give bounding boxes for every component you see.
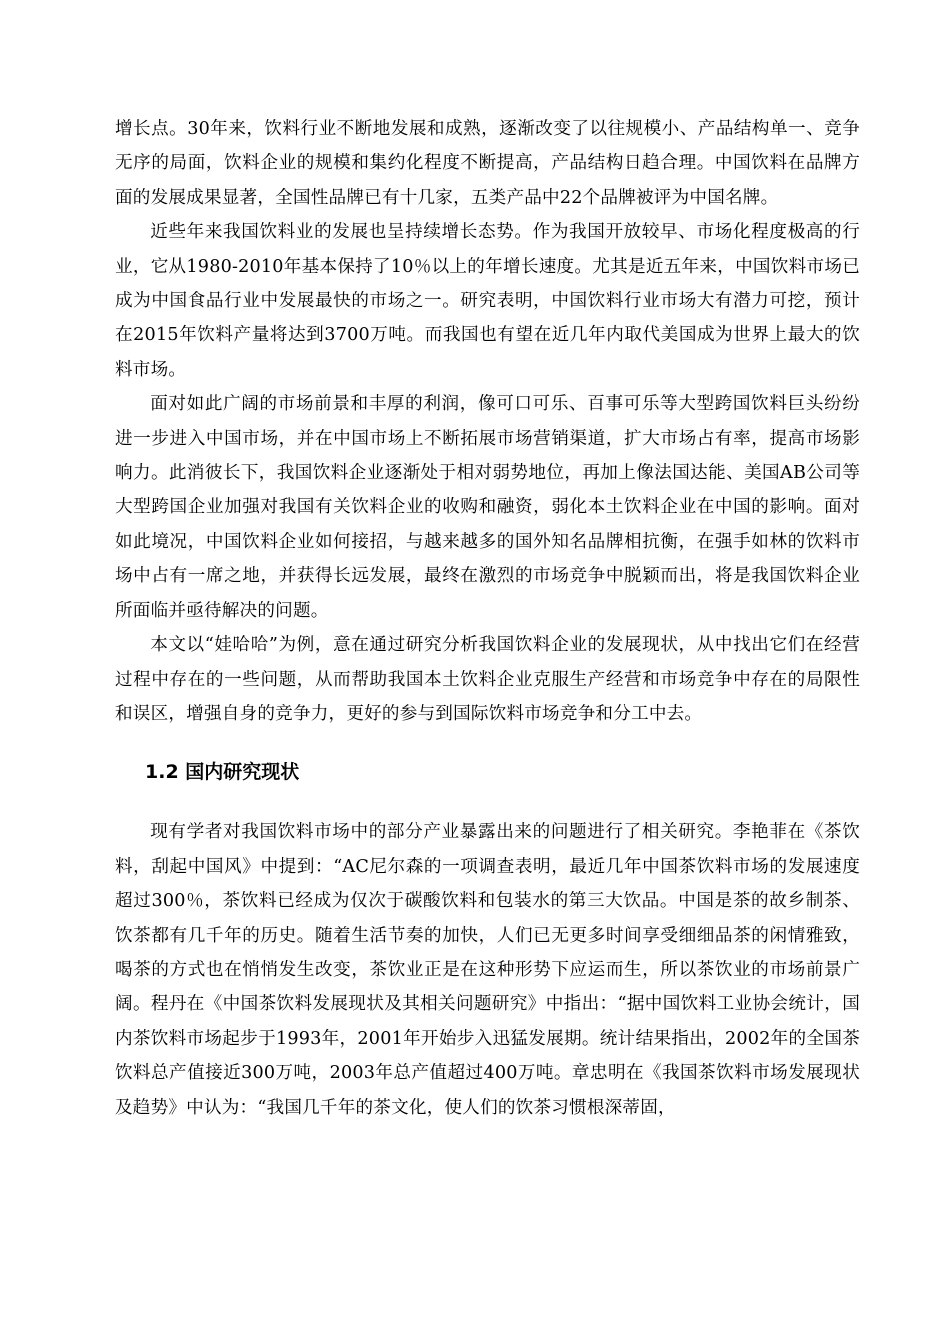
body-paragraph-4: 本文以“娃哈哈”为例，意在通过研究分析我国饮料企业的发展现状，从中找出它们在经营过程中存在的一些问题，从而帮助我国本土饮料企业克服生产经营和市场竞争中存在的局限性和误区，增强自身的竞争力，更好的参与到国际饮料市场竞争和分工中去。 <box>115 635 860 724</box>
section-spacer-bottom <box>115 789 860 815</box>
section-spacer-top <box>115 731 860 755</box>
body-paragraph-2: 近些年来我国饮料业的发展也呈持续增长态势。作为我国开放较早、市场化程度极高的行业，它从1980-2010年基本保持了10％以上的年增长速度。尤其是近五年来，中国饮料市场已成为中国食品行业中发展最快的市场之一。研究表明，中国饮料行业市场大有潜力可挖，预计在2015年饮料产量将达到3700万吨。而我国也有望在近几年内取代美国成为世界上最大的饮料市场。 <box>115 222 860 380</box>
body-paragraph-3: 面对如此广阔的市场前景和丰厚的利润，像可口可乐、百事可乐等大型跨国饮料巨头纷纷进一步进入中国市场，并在中国市场上不断拓展市场营销渠道，扩大市场占有率，提高市场影响力。此消彼长下，我国饮料企业逐渐处于相对弱势地位，再加上像法国达能、美国AB公司等大型跨国企业加强对我国有关饮料企业的收购和融资，弱化本土饮料企业在中国的影响。面对如此境况，中国饮料企业如何接招，与越来越多的国外知名品牌相抗衡，在强手如林的饮料市场中占有一席之地，并获得长远发展，最终在激烈的市场竞争中脱颖而出，将是我国饮料企业所面临并亟待解决的问题。 <box>115 394 860 621</box>
body-paragraph-5: 现有学者对我国饮料市场中的部分产业暴露出来的问题进行了相关研究。李艳菲在《茶饮料，刮起中国风》中提到：“AC尼尔森的一项调查表明，最近几年中国茶饮料市场的发展速度超过300％，茶饮料已经成为仅次于碳酸饮料和包装水的第三大饮品。中国是茶的故乡制茶、饮茶都有几千年的历史。随着生活节奏的加快，人们已无更多时间享受细细品茶的闲情雅致，喝茶的方式也在悄悄发生改变，茶饮业正是在这种形势下应运而生，所以茶饮业的市场前景广阔。程丹在《中国茶饮料发展现状及其相关问题研究》中指出：“据中国饮料工业协会统计，国内茶饮料市场起步于1993年，2001年开始步入迅猛发展期。统计结果指出，2002年的全国茶饮料总产值接近300万吨，2003年总产值超过400万吨。章忠明在《我国茶饮料市场发展现状及趋势》中认为：“我国几千年的茶文化，使人们的饮茶习惯根深蒂固， <box>115 822 860 1118</box>
body-paragraph-1: 增长点。30年来，饮料行业不断地发展和成熟，逐渐改变了以往规模小、产品结构单一、竞争无序的局面，饮料企业的规模和集约化程度不断提高，产品结构日趋合理。中国饮料在品牌方面的发展成果显著，全国性品牌已有十几家，五类产品中22个品牌被评为中国名牌。 <box>115 119 860 208</box>
section-heading: 1.2 国内研究现状 <box>145 761 300 784</box>
document-page <box>115 112 860 1125</box>
